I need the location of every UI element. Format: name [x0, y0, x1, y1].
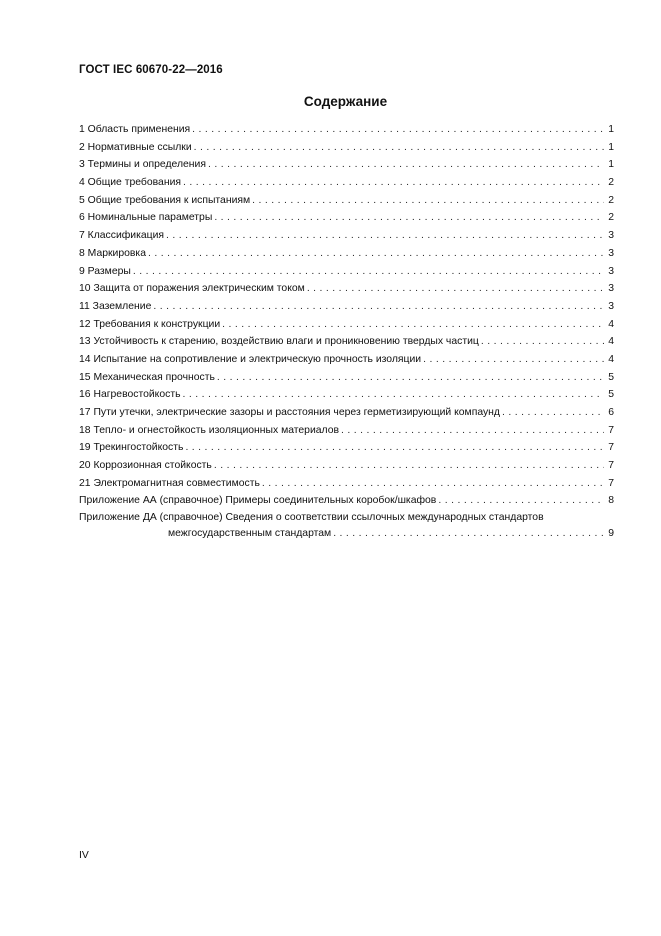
- toc-entry-page: 3: [608, 265, 614, 277]
- toc-leader-dots: [252, 192, 604, 210]
- document-code: ГОСТ IEC 60670-22—2016: [79, 64, 223, 76]
- toc-entry[interactable]: [79, 245, 614, 263]
- toc-entry-label-continuation: межгосударственным стандартам: [168, 528, 332, 540]
- toc-leader-dots: [502, 404, 604, 422]
- toc-entry-page: 2: [608, 177, 614, 189]
- toc-entry[interactable]: [79, 404, 614, 422]
- toc-entry[interactable]: [79, 439, 614, 457]
- toc-leader-dots: [481, 333, 604, 351]
- toc-entry-label: 14 Испытание на сопротивление и электрическую прочность изоляции: [79, 353, 422, 365]
- toc-entry[interactable]: [79, 156, 614, 174]
- toc-entry-page: 4: [608, 318, 614, 330]
- toc-entry-page: 8: [608, 495, 614, 507]
- toc-entry-page: 4: [608, 353, 614, 365]
- toc-leader-dots: [222, 316, 604, 334]
- toc-entry[interactable]: [79, 139, 614, 157]
- toc-entry-page: 1: [608, 159, 614, 171]
- toc-leader-dots: [307, 280, 604, 298]
- toc-entry[interactable]: [79, 227, 614, 245]
- toc-leader-dots: [214, 209, 604, 227]
- toc-entry[interactable]: [79, 121, 614, 139]
- toc-entry[interactable]: [79, 209, 614, 227]
- toc-leader-dots: [194, 139, 605, 157]
- toc-entry-page: 3: [608, 283, 614, 295]
- toc-entry-page: 1: [608, 124, 614, 135]
- toc-entry[interactable]: [79, 386, 614, 404]
- toc-entry-label: 7 Классификация: [79, 230, 165, 242]
- toc-entry-label: 20 Коррозионная стойкость: [79, 460, 212, 472]
- toc-entry[interactable]: [79, 333, 614, 351]
- toc-entry[interactable]: [79, 298, 614, 316]
- toc-entry[interactable]: [79, 316, 614, 334]
- toc-entry-page: 7: [608, 460, 614, 472]
- toc-leader-dots: [153, 298, 604, 316]
- toc-entry-label: 12 Требования к конструкции: [79, 318, 221, 330]
- toc-entry-page: 2: [608, 194, 614, 206]
- toc-entry-label: 17 Пути утечки, электрические зазоры и расстояния через герметизирующий компаунд: [79, 407, 500, 418]
- toc-entry-label: 16 Нагревостойкость: [79, 389, 181, 401]
- toc-entry-page: 5: [608, 389, 614, 401]
- toc-entry-page: 3: [608, 230, 614, 242]
- toc-entry[interactable]: [79, 263, 614, 281]
- toc-entry-label: 10 Защита от поражения электрическим током: [79, 283, 305, 295]
- toc-entry-label: 4 Общие требования: [79, 177, 181, 189]
- toc-leader-dots: [183, 174, 604, 192]
- toc-entry[interactable]: [79, 422, 614, 440]
- toc-entry-annex-da[interactable]: [79, 510, 614, 542]
- toc-entry[interactable]: [79, 492, 614, 510]
- toc-entry-label: 3 Термины и определения: [79, 159, 206, 171]
- toc-title: Содержание: [303, 94, 388, 109]
- toc-entry-page: 1: [608, 141, 614, 153]
- toc-entry[interactable]: [79, 351, 614, 369]
- toc-entry[interactable]: [79, 192, 614, 210]
- toc-leader-dots: [183, 386, 605, 404]
- toc-entry-page: 2: [608, 212, 614, 224]
- toc-entry-label: 5 Общие требования к испытаниям: [79, 194, 251, 206]
- toc-entry-label: 19 Трекингостойкость: [79, 442, 184, 454]
- toc-entry-page: 3: [608, 300, 614, 312]
- table-of-contents: [79, 121, 614, 542]
- toc-leader-dots: [192, 121, 604, 139]
- toc-entry-label: 2 Нормативные ссылки: [79, 141, 192, 153]
- toc-entry[interactable]: [79, 280, 614, 298]
- toc-entry-label: 15 Механическая прочность: [79, 371, 215, 383]
- toc-leader-dots: [133, 263, 604, 281]
- toc-leader-dots: [214, 457, 604, 475]
- toc-leader-dots: [438, 492, 604, 510]
- toc-leader-dots: [208, 156, 604, 174]
- toc-entry-page: 4: [608, 336, 614, 348]
- toc-entry-label: 13 Устойчивость к старению, воздействию влаги и проникновению твердых частиц: [79, 336, 479, 348]
- toc-entry-label: 21 Электромагнитная совместимость: [79, 477, 260, 489]
- toc-entry-label: Приложение АА (справочное) Примеры соединительных коробок/шкафов: [79, 495, 437, 507]
- toc-leader-dots: [423, 351, 604, 369]
- toc-entry[interactable]: [79, 369, 614, 387]
- toc-entry-label: 11 Заземление: [79, 300, 152, 312]
- toc-entry-page: 7: [608, 442, 614, 454]
- toc-entry-page: 3: [608, 247, 614, 259]
- toc-entry-page: 6: [608, 407, 614, 418]
- toc-leader-dots: [166, 227, 604, 245]
- page-number: IV: [79, 850, 89, 861]
- toc-entry-label: 1 Область применения: [79, 124, 191, 135]
- toc-entry-label: Приложение ДА (справочное) Сведения о соответствии ссылочных международных стандартов: [79, 512, 544, 524]
- toc-entry[interactable]: [79, 174, 614, 192]
- toc-leader-dots: [185, 439, 604, 457]
- toc-entry-page: 5: [608, 371, 614, 383]
- toc-entry-page: 7: [608, 424, 614, 436]
- toc-leader-dots: [217, 369, 604, 387]
- toc-leader-dots: [262, 475, 604, 493]
- toc-leader-dots: [148, 245, 604, 263]
- toc-entry[interactable]: [79, 457, 614, 475]
- toc-entry-label: 18 Тепло- и огнестойкость изоляционных материалов: [79, 424, 340, 436]
- toc-entry[interactable]: [79, 475, 614, 493]
- toc-entry-label: 6 Номинальные параметры: [79, 212, 213, 224]
- toc-entry-page: 9: [608, 528, 614, 540]
- toc-leader-dots: [341, 422, 604, 440]
- toc-leader-dots: [333, 525, 604, 542]
- toc-entry-label: 9 Размеры: [79, 265, 131, 277]
- toc-entry-page: 7: [608, 477, 614, 489]
- toc-entry-label: 8 Маркировка: [79, 247, 146, 259]
